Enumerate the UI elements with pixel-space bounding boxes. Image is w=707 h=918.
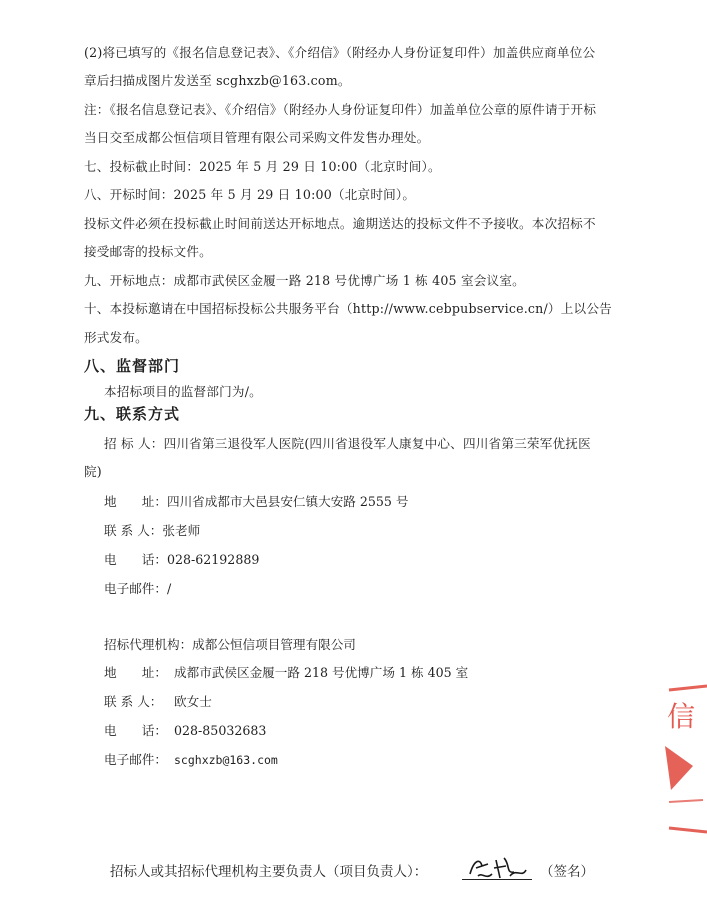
tenderer-phone-row — [104, 549, 259, 568]
signature-label: 招标人或其招标代理机构主要负责人（项目负责人）： — [110, 864, 428, 880]
text-line: 接受邮寄的投标文件。 — [84, 244, 212, 259]
address-value: 四川省成都市大邑县安仁镇大安路 2555 号 — [166, 494, 409, 509]
agency-address-row — [104, 662, 468, 681]
email-value: / — [166, 581, 172, 596]
signature-underline — [462, 879, 532, 880]
company-seal-stamp — [663, 682, 707, 842]
section-heading-contact: 九、联系方式 — [84, 405, 181, 423]
tenderer-line: 招 标 人：四川省第三退役军人医院(四川省退役军人康复中心、四川省第三荣军优抚医 — [104, 436, 591, 451]
section-heading-supervision: 八、监督部门 — [84, 357, 181, 375]
tenderer-line: 院) — [84, 464, 102, 479]
svg-text:信: 信 — [667, 700, 696, 733]
opening-time: 八、开标时间：2025 年 5 月 29 日 10:00（北京时间）。 — [84, 187, 416, 202]
address-label: 地 址： — [104, 665, 167, 680]
email-label: 电子邮件： — [104, 581, 167, 596]
text-line: 当日交至成都公恒信项目管理有限公司采购文件发售办理处。 — [84, 130, 430, 145]
text-line: 注：《报名信息登记表》、《介绍信》（附经办人身份证复印件）加盖单位公章的原件请于开标 — [84, 102, 597, 117]
address-value: 成都市武侯区金履一路 218 号优博广场 1 栋 405 室 — [174, 665, 469, 680]
signature-suffix: （签名） — [540, 864, 594, 880]
text-line: 十、本投标邀请在中国招标投标公共服务平台（http://www.cebpubservice.cn/）上以公告 — [84, 301, 612, 316]
opening-location: 九、开标地点：成都市武侯区金履一路 218 号优博广场 1 栋 405 室会议室。 — [84, 273, 525, 288]
tenderer-contact-row — [104, 520, 200, 539]
phone-value: 028-62192889 — [166, 552, 260, 567]
contact-label: 联 系 人： — [104, 523, 163, 538]
agency-email-row — [104, 749, 278, 768]
contact-value: 欧女士 — [174, 694, 212, 709]
agency-contact-row — [104, 691, 212, 710]
address-label: 地 址： — [104, 494, 167, 509]
email-value: scghxzb@163.com — [174, 753, 278, 767]
agency-label: 招标代理机构： — [104, 637, 193, 652]
contact-label: 联 系 人： — [104, 694, 163, 709]
phone-label: 电 话： — [104, 552, 167, 567]
bid-deadline: 七、投标截止时间：2025 年 5 月 29 日 10:00（北京时间）。 — [84, 159, 441, 174]
phone-label: 电 话： — [104, 723, 167, 738]
supervision-text: 本招标项目的监督部门为/。 — [104, 384, 262, 399]
agency-phone-row — [104, 720, 266, 739]
text-line: (2)将已填写的《报名信息登记表》、《介绍信》（附经办人身份证复印件）加盖供应商单位公 — [84, 45, 596, 60]
agency-name-row — [104, 634, 356, 653]
phone-value: 028-85032683 — [174, 723, 267, 738]
text-line: 投标文件必须在投标截止时间前送达开标地点。逾期送达的投标文件不予接收。本次招标不 — [84, 216, 596, 231]
tenderer-address-row — [104, 491, 409, 510]
text-line: 章后扫描成图片发送至 scghxzb@163.com。 — [84, 73, 351, 88]
text-line: 形式发布。 — [84, 330, 148, 345]
agency-name: 成都公恒信项目管理有限公司 — [192, 637, 356, 652]
tenderer-email-row — [104, 578, 171, 597]
contact-value: 张老师 — [162, 523, 201, 538]
email-label: 电子邮件： — [104, 752, 167, 767]
